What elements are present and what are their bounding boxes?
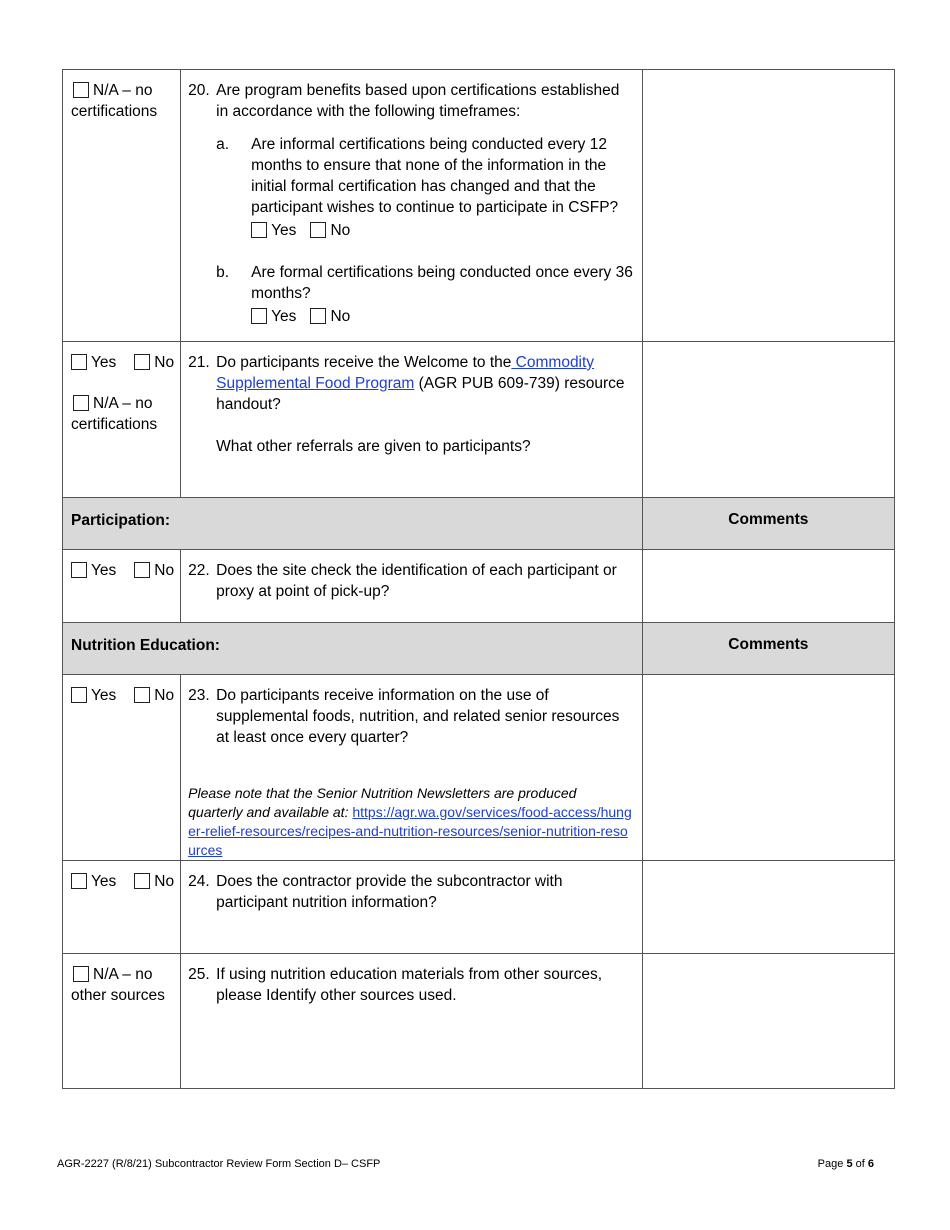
question-cell-21 — [181, 342, 643, 498]
yes-option-24[interactable] — [71, 871, 116, 892]
page-of: of — [855, 1158, 865, 1170]
response-cell-22 — [63, 550, 181, 623]
question-cell-22 — [181, 550, 643, 623]
no-label-24: No — [154, 873, 175, 890]
na-option-20[interactable] — [71, 80, 180, 122]
no-label-22: No — [154, 562, 175, 579]
comments-cell-25[interactable] — [642, 954, 894, 1089]
yes-label-21: Yes — [91, 354, 117, 371]
sub-question-20a — [188, 134, 634, 241]
no-label-20a: No — [330, 222, 351, 239]
na-checkbox-21[interactable] — [73, 395, 89, 411]
comments-cell-24[interactable] — [642, 861, 894, 954]
yes-option-22[interactable] — [71, 560, 116, 581]
question-number-23: 23. — [188, 687, 210, 704]
question-text-22: Does the site check the identification of each participant or proxy at point of pick-up? — [216, 562, 617, 600]
question-row-24 — [63, 861, 895, 954]
response-cell-24 — [63, 861, 181, 954]
na-option-21[interactable] — [71, 393, 180, 435]
question-row-21 — [63, 342, 895, 498]
no-checkbox-20b[interactable] — [310, 308, 326, 324]
page-total: 6 — [867, 1158, 874, 1170]
yes-checkbox-22[interactable] — [71, 562, 87, 578]
response-cell-20 — [63, 70, 181, 342]
no-option-23[interactable] — [134, 685, 174, 706]
no-checkbox-20a[interactable] — [310, 222, 326, 238]
comments-cell-22[interactable] — [642, 550, 894, 623]
yes-checkbox-24[interactable] — [71, 873, 87, 889]
question-row-25 — [63, 954, 895, 1089]
yes-checkbox-23[interactable] — [71, 687, 87, 703]
question-cell-25 — [181, 954, 643, 1089]
sub-text-20b: Are formal certifications being conducted once every 36 months? — [251, 264, 633, 302]
comments-cell-23[interactable] — [642, 675, 894, 861]
na-checkbox-20[interactable] — [73, 82, 89, 98]
question-cell-24 — [181, 861, 643, 954]
page-current: 5 — [846, 1158, 853, 1170]
csfp-handout-link[interactable]: Commodity Supplemental Food Program — [216, 354, 595, 392]
question-text-23: Do participants receive information on the use of supplemental foods, nutrition, and related senior resources at least once every quarter? — [216, 687, 620, 746]
nutrition-comments-label: Comments — [642, 623, 894, 675]
question-text-25: If using nutrition education materials from other sources, please Identify other sources used. — [216, 966, 603, 1004]
question-cell-23 — [181, 675, 643, 861]
no-checkbox-23[interactable] — [134, 687, 150, 703]
participation-title: Participation: — [63, 498, 643, 550]
newsletter-note — [188, 784, 634, 860]
no-option-21[interactable] — [134, 352, 174, 373]
yes-option-20a[interactable] — [251, 220, 296, 241]
question-text-21-before: Do participants receive the Welcome to the — [216, 354, 512, 371]
yes-label-20a: Yes — [271, 222, 297, 239]
no-option-22[interactable] — [134, 560, 174, 581]
question-row-20 — [63, 70, 895, 342]
participation-section-header — [63, 498, 895, 550]
question-number-21: 21. — [188, 354, 210, 371]
question-text-20: Are program benefits based upon certifications established in accordance with the following timeframes: — [216, 82, 620, 120]
yes-option-21[interactable] — [71, 352, 116, 373]
question-number-24: 24. — [188, 873, 210, 890]
sub-question-20b — [188, 262, 634, 327]
question-text-21 — [216, 352, 634, 415]
no-label-23: No — [154, 687, 175, 704]
question-number-25: 25. — [188, 966, 210, 983]
participation-comments-label: Comments — [642, 498, 894, 550]
footer-page-number — [818, 1158, 874, 1170]
page-label: Page — [817, 1158, 844, 1170]
yes-label-24: Yes — [91, 873, 117, 890]
review-form-table — [62, 69, 895, 1089]
yes-label-23: Yes — [91, 687, 117, 704]
na-label-25: N/A – no other sources — [71, 966, 165, 1004]
question-row-22 — [63, 550, 895, 623]
response-cell-21 — [63, 342, 181, 498]
response-cell-23 — [63, 675, 181, 861]
no-checkbox-24[interactable] — [134, 873, 150, 889]
sub-text-20a: Are informal certifications being conducted every 12 months to ensure that none of the information in the initial formal certification has changed and that the participant wishes to continue to participate in CSFP? — [251, 136, 619, 216]
yes-checkbox-20b[interactable] — [251, 308, 267, 324]
no-label-20b: No — [330, 308, 351, 325]
no-option-20b[interactable] — [310, 306, 350, 327]
na-label-21: N/A – no certifications — [71, 395, 158, 433]
na-option-25[interactable] — [71, 964, 180, 1006]
yes-label-20b: Yes — [271, 308, 297, 325]
yes-checkbox-21[interactable] — [71, 354, 87, 370]
question-text-21-after: (AGR PUB 609-739) resource handout? — [216, 375, 625, 413]
question-text-24: Does the contractor provide the subcontractor with participant nutrition information? — [216, 873, 563, 911]
sub-letter-20b: b. — [216, 264, 230, 281]
no-checkbox-22[interactable] — [134, 562, 150, 578]
yes-option-23[interactable] — [71, 685, 116, 706]
newsletter-link[interactable]: https://agr.wa.gov/services/food-access/hunger-relief-resources/recipes-and-nutrition-resources/senior-nutrition-resources — [188, 804, 632, 858]
question-row-23 — [63, 675, 895, 861]
no-option-24[interactable] — [134, 871, 174, 892]
nutrition-section-header — [63, 623, 895, 675]
nutrition-title: Nutrition Education: — [63, 623, 643, 675]
response-cell-25 — [63, 954, 181, 1089]
no-option-20a[interactable] — [310, 220, 350, 241]
yes-checkbox-20a[interactable] — [251, 222, 267, 238]
na-label-20: N/A – no certifications — [71, 82, 158, 120]
comments-cell-20[interactable] — [642, 70, 894, 342]
sub-letter-20a: a. — [216, 136, 230, 153]
footer-form-id: AGR-2227 (R/8/21) Subcontractor Review Form Section D– CSFP — [57, 1158, 381, 1170]
no-label-21: No — [154, 354, 175, 371]
question-number-20: 20. — [188, 82, 210, 99]
comments-cell-21[interactable] — [642, 342, 894, 498]
yes-option-20b[interactable] — [251, 306, 296, 327]
question-number-22: 22. — [188, 562, 210, 579]
question-followup-21: What other referrals are given to participants? — [216, 438, 531, 455]
newsletter-note-text: Please note that the Senior Nutrition Newsletters are produced quarterly and available at: — [188, 785, 577, 820]
yes-label-22: Yes — [91, 562, 117, 579]
na-checkbox-25[interactable] — [73, 966, 89, 982]
no-checkbox-21[interactable] — [134, 354, 150, 370]
question-cell-20 — [181, 70, 643, 342]
